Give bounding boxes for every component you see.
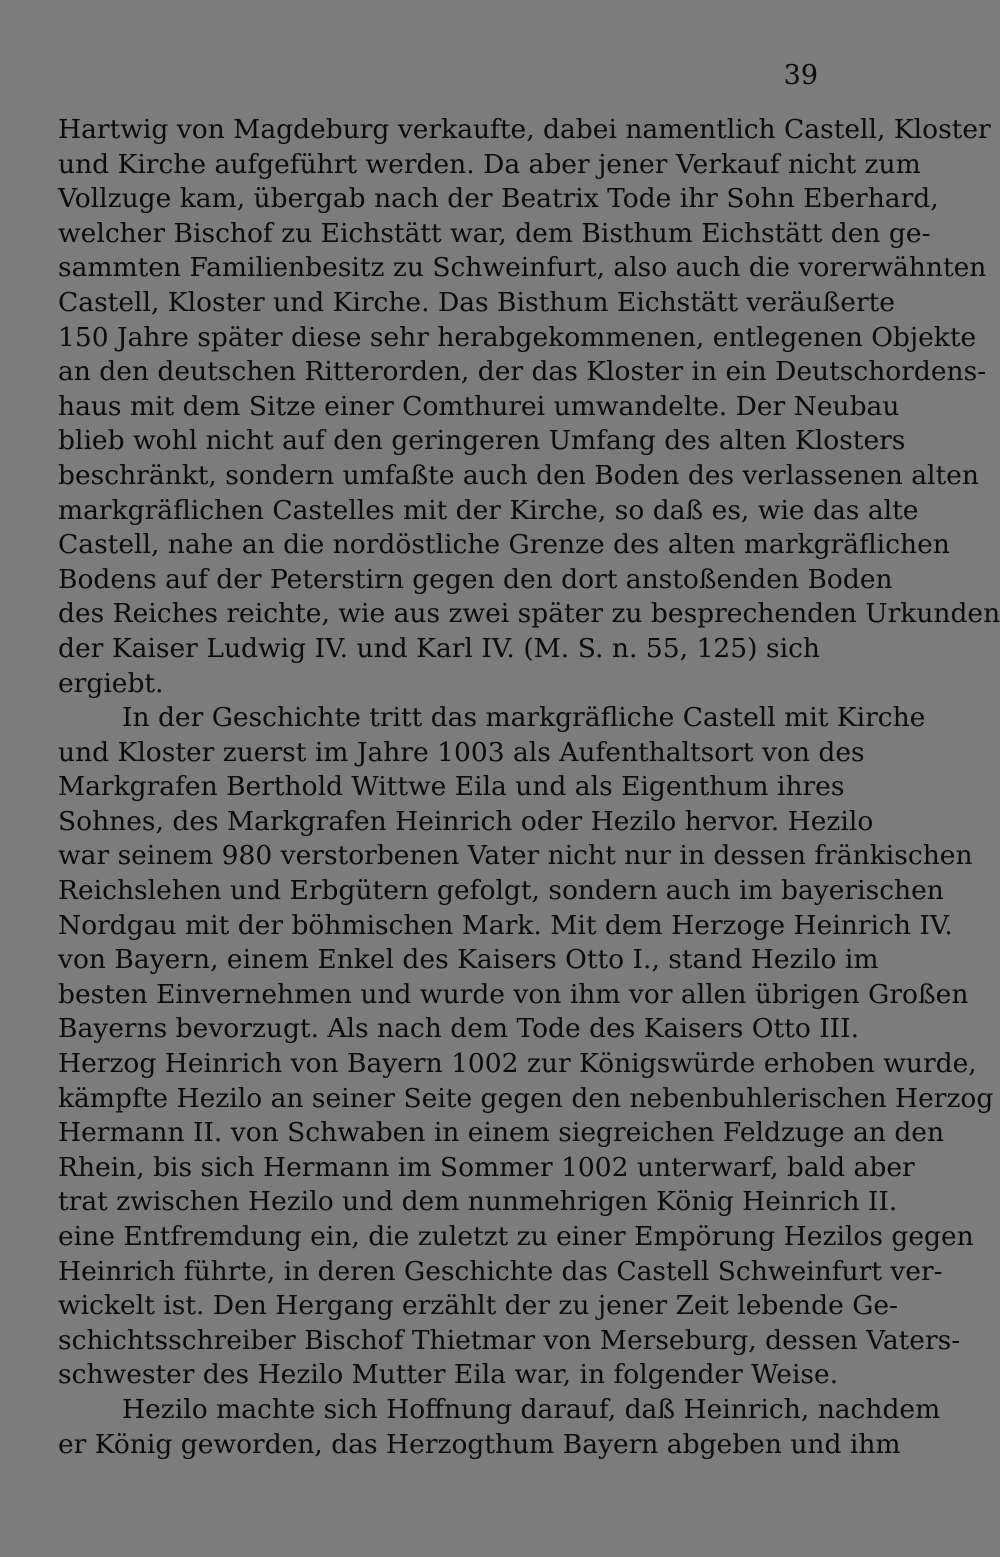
- text-line: Nordgau mit der böhmischen Mark. Mit dem Herzoge Heinrich IV.: [58, 909, 953, 941]
- text-line: der Kaiser Ludwig IV. und Karl IV. (M. S. n. 55, 125) sich: [58, 632, 820, 664]
- page-number: 39: [783, 60, 818, 91]
- text-line: haus mit dem Sitze einer Comthurei umwandelte. Der Neubau: [58, 390, 900, 422]
- text-line: Sohnes, des Markgrafen Heinrich oder Hezilo hervor. Hezilo: [58, 805, 874, 837]
- text-line: beschränkt, sondern umfaßte auch den Boden des verlassenen alten: [58, 459, 979, 491]
- paragraph: [58, 701, 994, 1393]
- text-line: ergiebt.: [58, 667, 164, 699]
- text-line: In der Geschichte tritt das markgräfliche Castell mit Kirche: [122, 702, 926, 734]
- text-line: eine Entfremdung ein, die zuletzt zu einer Empörung Hezilos gegen: [58, 1221, 974, 1252]
- text-line: Castell, Kloster und Kirche. Das Bisthum Eichstätt veräußerte: [58, 286, 895, 318]
- text-line: welcher Bischof zu Eichstätt war, dem Bisthum Eichstätt den ge-: [58, 217, 931, 249]
- text-line: schwester des Hezilo Mutter Eila war, in folgender Weise.: [58, 1359, 839, 1391]
- text-line: Hartwig von Magdeburg verkaufte, dabei namentlich Castell, Kloster: [58, 114, 991, 145]
- body-text: [58, 113, 1000, 1462]
- text-line: Heinrich führte, in deren Geschichte das Castell Schweinfurt ver-: [58, 1255, 943, 1287]
- paragraph: [58, 1393, 941, 1462]
- text-line: und Kirche aufgeführt werden. Da aber jener Verkauf nicht zum: [58, 148, 921, 180]
- text-line: des Reiches reichte, wie aus zwei später zu besprechenden Urkunden: [58, 598, 1000, 630]
- text-line: Rhein, bis sich Hermann im Sommer 1002 unterwarf, bald aber: [58, 1151, 915, 1183]
- text-line: trat zwischen Hezilo und dem nunmehrigen König Heinrich II.: [58, 1186, 898, 1218]
- text-line: er König geworden, das Herzogthum Bayern abgeben und ihm: [58, 1428, 901, 1460]
- text-line: Markgrafen Berthold Wittwe Eila und als Eigenthum ihres: [58, 771, 845, 803]
- text-line: Hezilo machte sich Hoffnung darauf, daß Heinrich, nachdem: [122, 1393, 941, 1425]
- text-line: Herzog Heinrich von Bayern 1002 zur Königswürde erhoben wurde,: [58, 1048, 977, 1080]
- text-line: Castell, nahe an die nordöstliche Grenze des alten markgräflichen: [58, 529, 950, 561]
- text-line: markgräflichen Castelles mit der Kirche, so daß es, wie das alte: [58, 494, 919, 526]
- text-line: und Kloster zuerst im Jahre 1003 als Aufenthaltsort von des: [58, 736, 865, 768]
- text-line: blieb wohl nicht auf den geringeren Umfang des alten Klosters: [58, 425, 906, 457]
- text-line: besten Einvernehmen und wurde von ihm vor allen übrigen Großen: [58, 978, 969, 1010]
- text-line: Reichslehen und Erbgütern gefolgt, sondern auch im bayerischen: [58, 875, 944, 907]
- text-line: Bodens auf der Peterstirn gegen den dort anstoßenden Boden: [58, 563, 893, 595]
- text-line: an den deutschen Ritterorden, der das Kloster in ein Deutschordens-: [58, 356, 987, 388]
- text-line: sammten Familienbesitz zu Schweinfurt, also auch die vorerwähnten: [58, 252, 987, 284]
- text-line: Vollzuge kam, übergab nach der Beatrix Tode ihr Sohn Eberhard,: [58, 183, 939, 215]
- text-line: kämpfte Hezilo an seiner Seite gegen den nebenbuhlerischen Herzog: [58, 1082, 994, 1114]
- text-line: Hermann II. von Schwaben in einem siegreichen Feldzuge an den: [58, 1117, 945, 1149]
- paragraph: [58, 113, 1000, 701]
- text-line: von Bayern, einem Enkel des Kaisers Otto I., stand Hezilo im: [58, 944, 879, 976]
- text-line: war seinem 980 verstorbenen Vater nicht nur in dessen fränkischen: [58, 840, 973, 872]
- text-line: 150 Jahre später diese sehr herabgekommenen, entlegenen Objekte: [58, 321, 977, 353]
- text-line: Bayerns bevorzugt. Als nach dem Tode des Kaisers Otto III.: [58, 1013, 860, 1045]
- text-line: schichtsschreiber Bischof Thietmar von Merseburg, dessen Vaters-: [58, 1324, 961, 1356]
- text-line: wickelt ist. Den Hergang erzählt der zu jener Zeit lebende Ge-: [58, 1290, 899, 1322]
